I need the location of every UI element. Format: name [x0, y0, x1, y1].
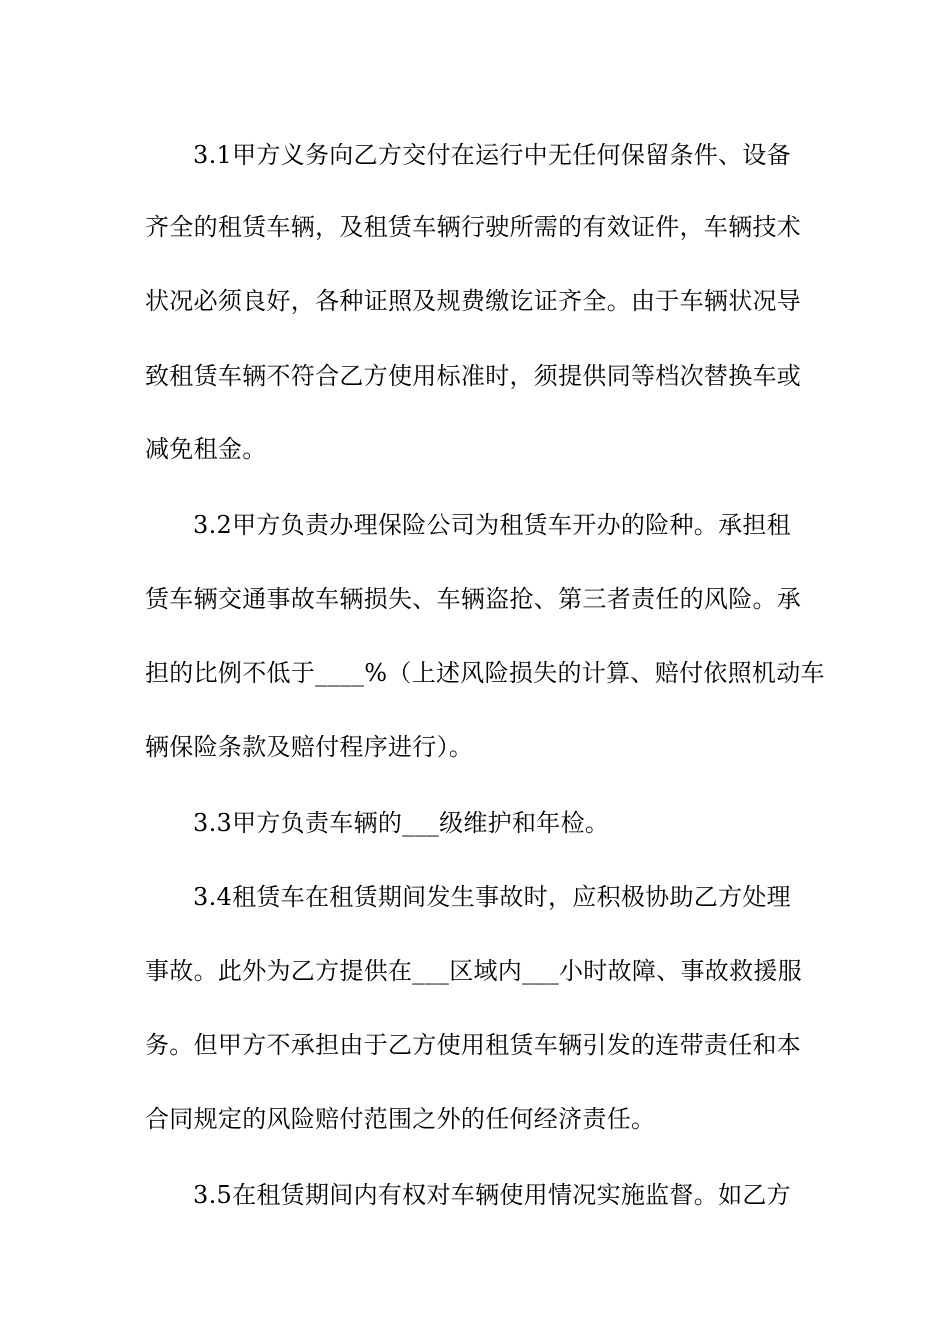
paragraph-3-2-line-1: 3.2甲方负责办理保险公司为租赁车开办的险种。承担租	[193, 511, 791, 539]
paragraph-3-4-line-4: 合同规定的风险赔付范围之外的任何经济责任。	[145, 1105, 656, 1133]
paragraph-3-4-line-2: 事故。此外为乙方提供在___区域内___小时故障、事故救援服	[145, 957, 802, 985]
paragraph-3-2-line-3: 担的比例不低于____%（上述风险损失的计算、赔付依照机动车	[145, 659, 825, 687]
paragraph-3-3-line-1: 3.3甲方负责车辆的___级维护和年检。	[193, 809, 610, 837]
paragraph-3-2-line-4: 辆保险条款及赔付程序进行）。	[145, 733, 474, 761]
paragraph-3-4-line-3: 务。但甲方不承担由于乙方使用租赁车辆引发的连带责任和本	[145, 1031, 802, 1059]
paragraph-3-5-line-1: 3.5在租赁期间内有权对车辆使用情况实施监督。如乙方	[193, 1181, 791, 1209]
paragraph-3-1-line-2: 齐全的租赁车辆，及租赁车辆行驶所需的有效证件，车辆技术	[145, 213, 802, 241]
paragraph-3-1-line-3: 状况必须良好，各种证照及规费缴讫证齐全。由于车辆状况导	[145, 287, 802, 315]
paragraph-3-4-line-1: 3.4租赁车在租赁期间发生事故时，应积极协助乙方处理	[193, 883, 791, 911]
paragraph-3-1-line-1: 3.1甲方义务向乙方交付在运行中无任何保留条件、设备	[193, 141, 791, 169]
paragraph-3-2-line-2: 赁车辆交通事故车辆损失、车辆盗抢、第三者责任的风险。承	[145, 585, 802, 613]
paragraph-3-1-line-4: 致租赁车辆不符合乙方使用标准时，须提供同等档次替换车或	[145, 362, 802, 390]
paragraph-3-1-line-5: 减免租金。	[145, 435, 267, 463]
